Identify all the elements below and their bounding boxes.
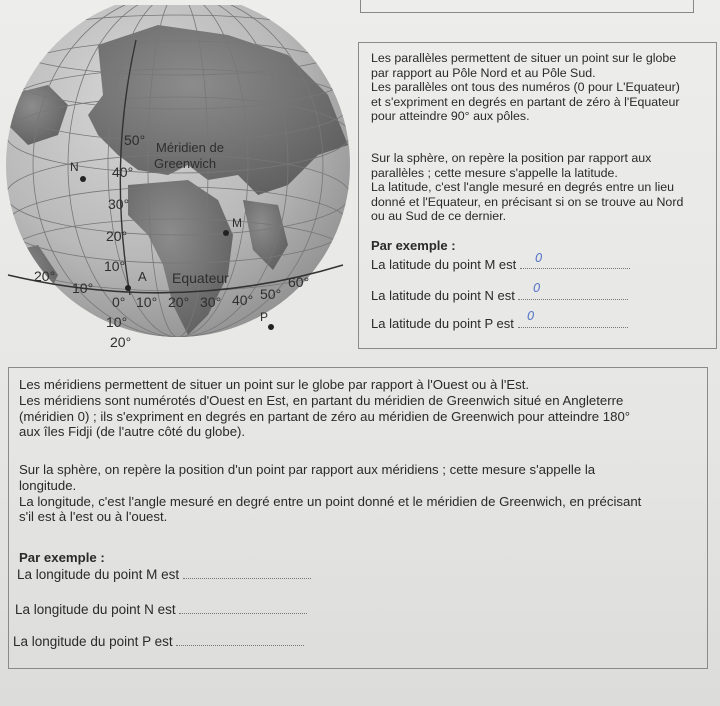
lat-label-50: 50° <box>124 132 146 148</box>
lat-text-line: pour atteindre 90° aux pôles. <box>371 109 530 123</box>
point-p-dot <box>268 324 274 330</box>
answer-blank[interactable] <box>176 635 304 646</box>
longitude-box <box>8 367 708 669</box>
longitude-question-n <box>15 602 307 617</box>
question-label: La latitude du point P est <box>371 316 514 331</box>
lat-text-line: et s'expriment en degrés en partant de zéro à l'Equateur <box>371 94 680 109</box>
equator-label: Equateur <box>172 270 229 286</box>
point-n-dot <box>80 176 86 182</box>
latitude-question-n <box>371 288 628 303</box>
latitude-definition <box>371 151 706 224</box>
lon-label-e40: 40° <box>232 292 254 308</box>
latitude-intro <box>371 51 706 124</box>
latitude-question-p <box>371 316 628 331</box>
previous-box-edge <box>360 0 694 13</box>
lon-label-e50: 50° <box>260 286 282 302</box>
lat-text-line: La latitude, c'est l'angle mesuré en degrés entre un lieu <box>371 180 674 194</box>
lat-text-line: Les parallèles permettent de situer un point sur le globe <box>371 51 677 65</box>
point-n-label: N <box>70 160 79 174</box>
lon-label-e10: 10° <box>136 294 158 310</box>
latitude-box <box>358 42 717 349</box>
lat-label-20: 20° <box>106 228 128 244</box>
lat-text-line: Sur la sphère, on repère la position par rapport aux <box>371 151 652 165</box>
question-label: La longitude du point P est <box>13 634 173 649</box>
lon-text-line: Les méridiens sont numérotés d'Ouest en Est, en partant du méridien de Greenwich situé en Angleterre <box>19 392 624 408</box>
lat-text-line: Les parallèles ont tous des numéros (0 pour L'Equateur) <box>371 80 680 94</box>
answer-blank[interactable] <box>179 603 307 614</box>
point-m-dot <box>223 230 229 236</box>
meridian-label-line1: Méridien de <box>156 140 224 155</box>
lat-label-40: 40° <box>112 164 134 180</box>
point-a-label: A <box>138 269 147 284</box>
latitude-example-heading: Par exemple : <box>371 238 456 253</box>
lon-label-w20: 20° <box>34 268 56 284</box>
latitude-answer-n: 0 <box>533 281 541 295</box>
lon-text-line: Les méridiens permettent de situer un point sur le globe par rapport à l'Ouest ou à l'Est. <box>19 377 530 392</box>
point-p-label: P <box>260 310 269 324</box>
globe-svg <box>0 5 360 350</box>
question-label: La longitude du point N est <box>15 602 176 617</box>
lat-label-0: 0° <box>112 294 126 310</box>
lat-text-line: par rapport au Pôle Nord et au Pôle Sud. <box>371 65 596 80</box>
lon-label-e20: 20° <box>168 294 190 310</box>
lon-label-e30: 30° <box>200 294 222 310</box>
longitude-definition <box>19 462 699 525</box>
lon-label-w10: 10° <box>72 280 94 296</box>
lat-text-line: donné et l'Equateur, en précisant si on se trouve au Nord <box>371 194 684 209</box>
lon-text-line: aux îles Fidji (de l'autre côté du globe). <box>19 424 246 440</box>
longitude-example-heading: Par exemple : <box>19 550 105 565</box>
question-label: La longitude du point M est <box>17 567 180 582</box>
lon-text-line: (méridien 0) ; ils s'expriment en degrés en partant de zéro au méridien de Greenwich pour atteindre 180° <box>19 408 631 424</box>
lon-text-line: s'il est à l'est ou à l'ouest. <box>19 509 168 525</box>
latitude-question-m <box>371 257 630 272</box>
question-label: La latitude du point N est <box>371 288 515 303</box>
lon-text-line: longitude. <box>19 477 77 493</box>
question-label: La latitude du point M est <box>371 257 517 272</box>
answer-blank[interactable] <box>183 568 311 579</box>
longitude-intro <box>19 377 699 440</box>
lat-text-line: parallèles ; cette mesure s'appelle la latitude. <box>371 165 618 180</box>
longitude-question-p <box>13 634 304 649</box>
lat-text-line: ou au Sud de ce dernier. <box>371 209 507 223</box>
lat-label-s20: 20° <box>110 334 132 350</box>
latitude-answer-p: 0 <box>527 309 535 323</box>
meridian-label-line2: Greenwich <box>154 156 217 171</box>
lat-label-30: 30° <box>108 196 130 212</box>
lon-label-e60: 60° <box>288 274 310 290</box>
lat-label-s10: 10° <box>106 314 128 330</box>
lon-text-line: La longitude, c'est l'angle mesuré en degré entre un point donné et le méridien de Greenwich, en précisant <box>19 493 642 509</box>
longitude-question-m <box>17 567 311 582</box>
point-a-dot <box>125 285 131 291</box>
lon-text-line: Sur la sphère, on repère la position d'un point par rapport aux méridiens ; cette mesure s'appelle la <box>19 462 596 477</box>
globe-illustration <box>0 5 360 350</box>
latitude-answer-m: 0 <box>535 251 543 265</box>
lat-label-10: 10° <box>104 258 126 274</box>
point-m-label: M <box>232 216 242 230</box>
